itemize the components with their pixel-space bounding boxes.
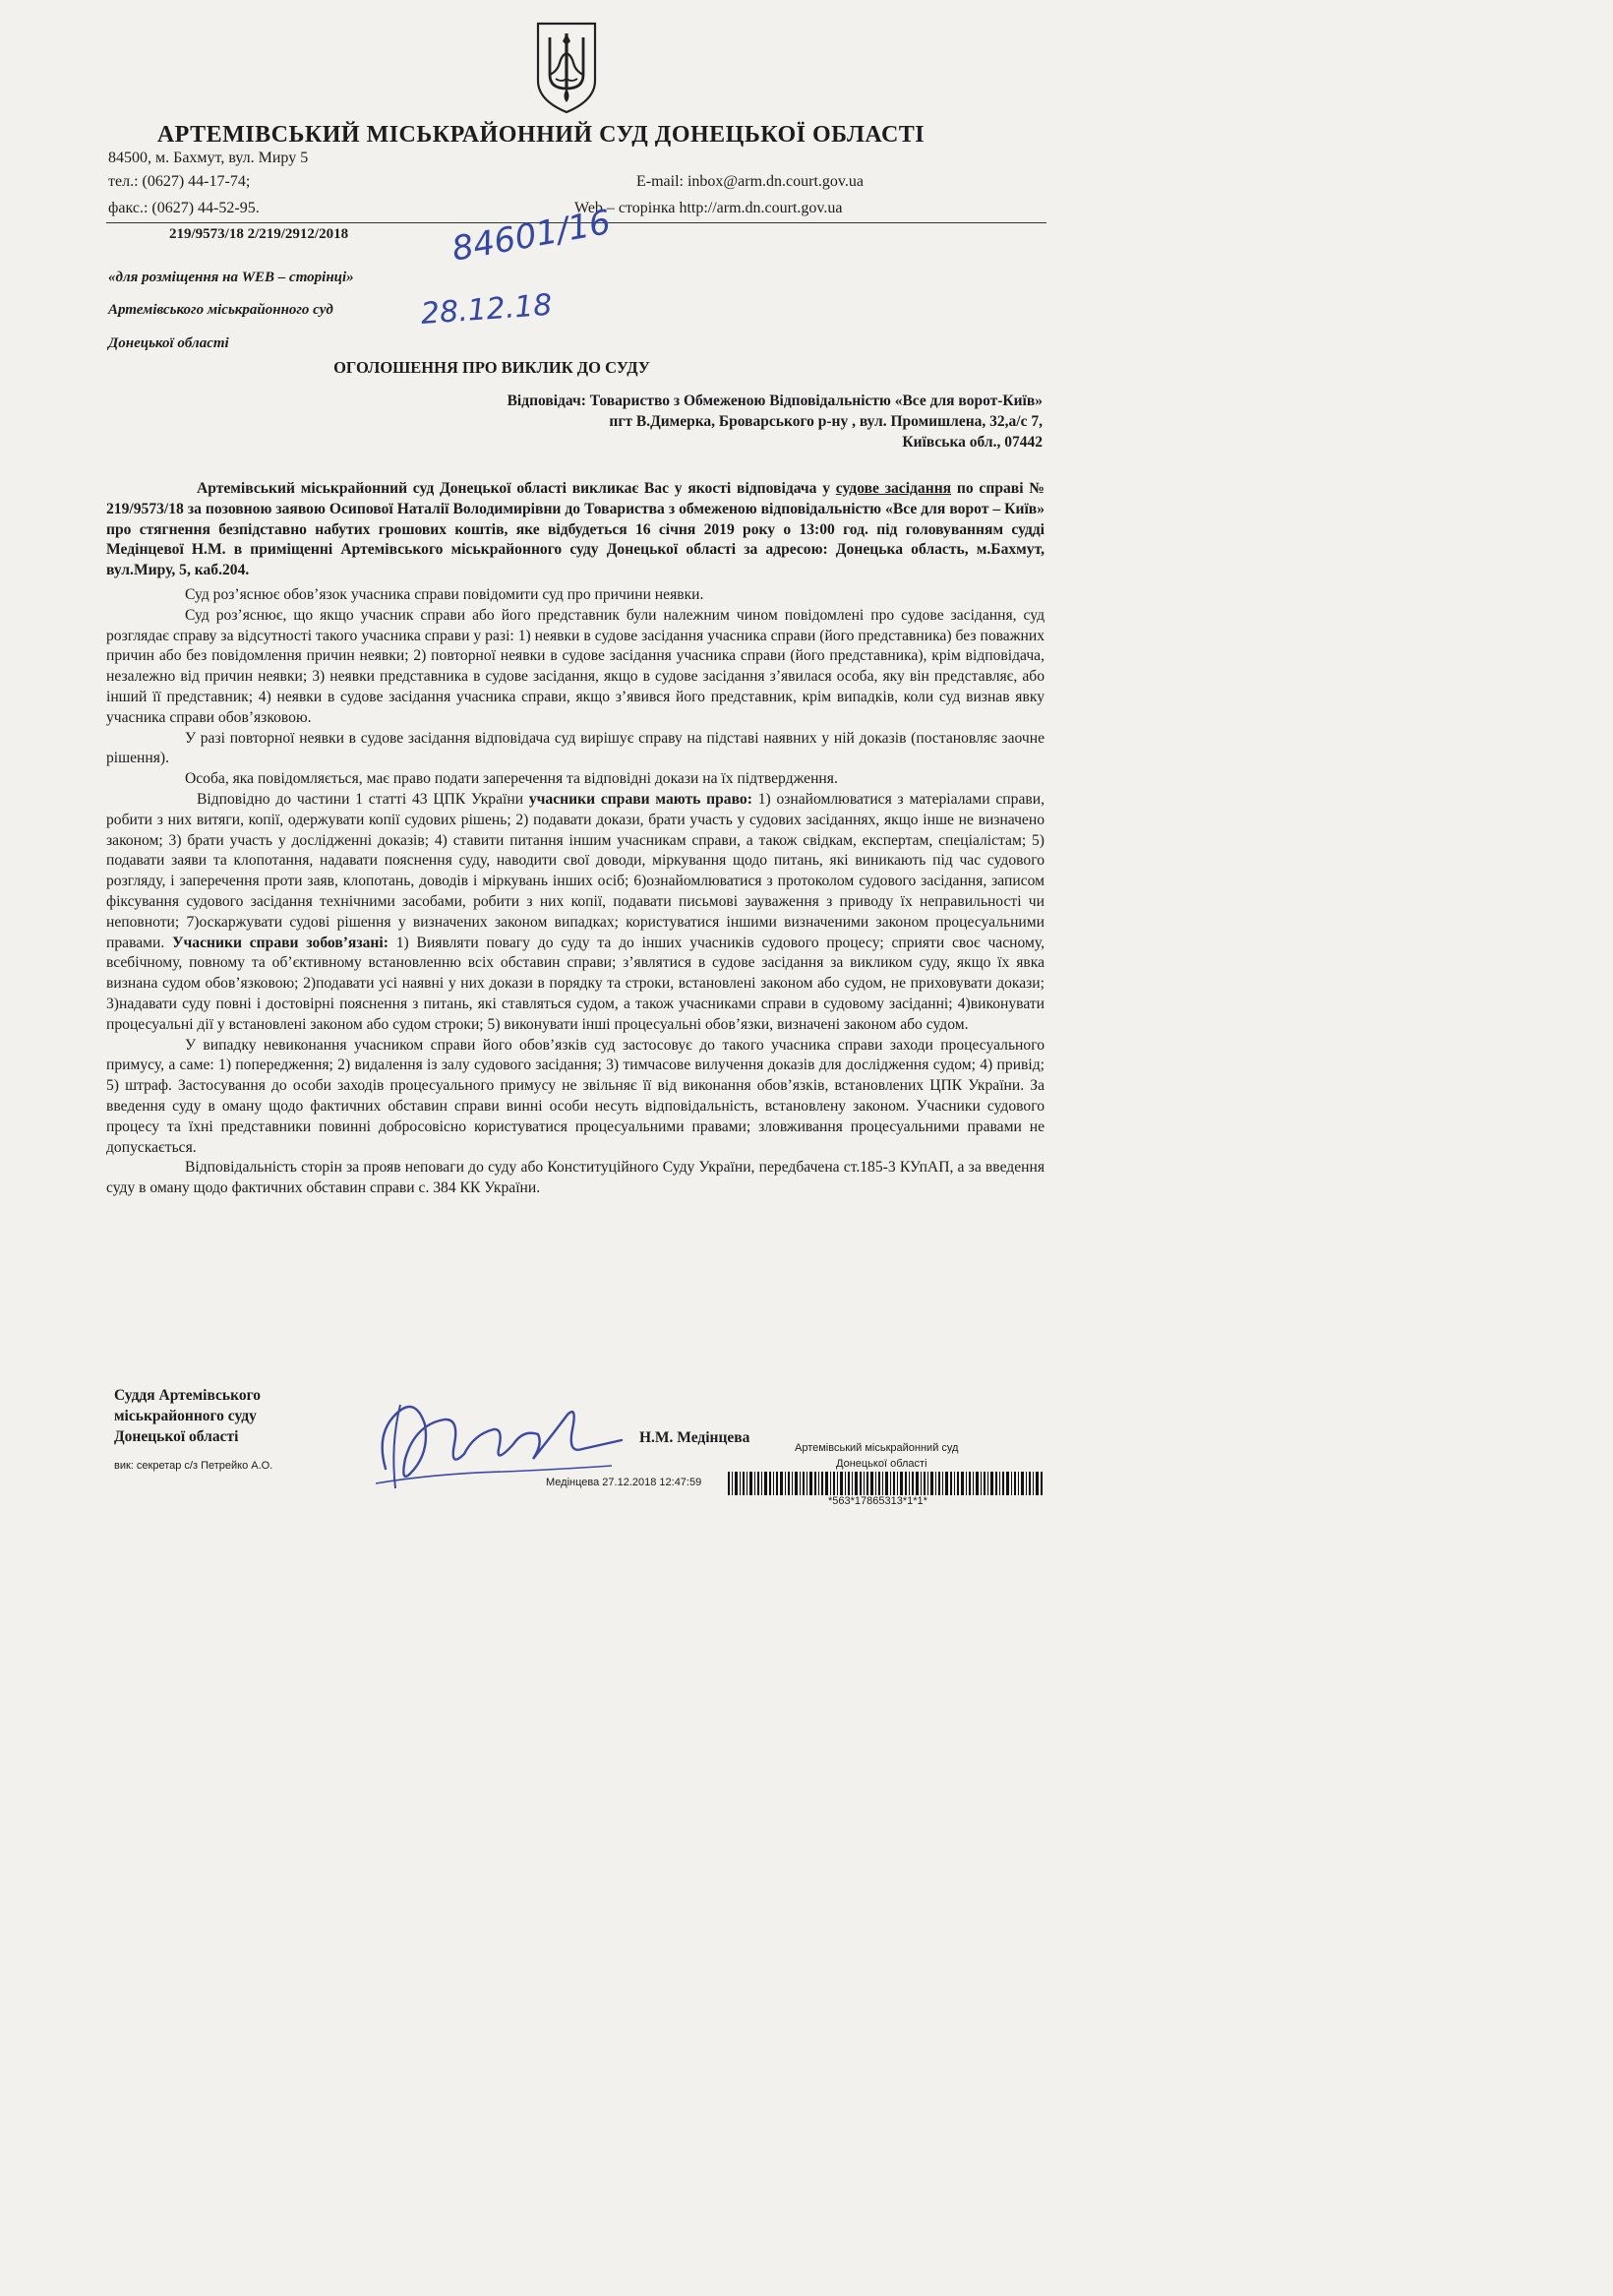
- placement-note: «для розміщення на WEB – сторінці»: [108, 270, 354, 285]
- paragraph-rights-duties: Відповідно до частини 1 статті 43 ЦПК України учасники справи мають право: 1) ознайомлюватися з матеріалами справи, робити з них витяги, копії, одержувати копії судових рішень; 2) подавати докази, брати участь у судових засіданнях, якщо інше не визначено законом; 3) брати участь у дослідженні доказів; 4) ставити питання іншим учасникам справи, а також свідкам, експертам, спеціалістам; 5) подавати заяви та клопотання, надавати пояснення суду, наводити свої доводи, міркування щодо питань, які виникають під час судового розгляду, і заперечення проти заяв, клопотань, доводів і міркувань інших осіб; 6)ознайомлюватися з протоколом судового засідання, записом фіксування судового засідання технічними засобами, робити з них копії, подавати письмові зауваження з приводу їх неправильності чи неповноти; 7)оскаржувати судові рішення у визначених законом випадках; користуватися іншими визначеними законом процесуальними правами. Учасники справи зобов’язані: 1) Виявляти повагу до суду та до інших учасників судового процесу; сприяти своє часному, всебічному, повному та об’єктивному встановленню всіх обставин справи; з’являтися в судове засідання за викликом суду, якщо їх явка визнана судом обов’язковою; 2)подавати усі наявні у них докази в порядку та строки, встановлені законом або судом, не приховувати докази; 3)надавати суду повні і достовірні пояснення з питань, які ставляться судом, а також учасниками справи в судовому засіданні; 4)виконувати процесуальні дії у встановлені законом або судом строки; 5) виконувати інші процесуальні обов’язки, визначені законом або судом.: [106, 790, 1045, 1033]
- respondent-address: пгт В.Димерка, Броварського р-ну , вул. Промишлена, 32,а/с 7,: [609, 413, 1043, 430]
- court-email: E-mail: inbox@arm.dn.court.gov.ua: [636, 173, 864, 190]
- hearing-underlined: судове засідання: [835, 480, 952, 497]
- court-website: Web – сторінка http://arm.dn.court.gov.ua: [574, 200, 843, 216]
- announcement-title: ОГОЛОШЕННЯ ПРО ВИКЛИК ДО СУДУ: [333, 358, 650, 377]
- handwritten-date: 28.12.18: [419, 287, 554, 332]
- announcement-body: [106, 479, 1045, 1199]
- placement-court: Артемівського міськрайонного суд: [108, 302, 333, 318]
- secretary-name: вик: секретар с/з Петрейко А.О.: [114, 1460, 273, 1472]
- paragraph-coercion: У випадку невиконання учасником справи його обов’язків суд застосовує до такого учасника справи заходи процесуального примусу, а саме: 1) попередження; 2) видалення із залу судового засідання; 3) тимчасове вилучення доказів для дослідження судом; 4) привід; 5) штраф. Застосування до особи заходів процесуального примусу не звільняє її від виконання обов’язків, встановлених ЦПК України. За введення суду в оману щодо фактичних обставин справи винні особи несуть відповідальність, встановлену законом. Учасники судового процесу та їхні представники повинні добросовісно користуватися процесуальними правами; зловживання процесуальними правами не допускається.: [106, 1036, 1045, 1156]
- court-address: 84500, м. Бахмут, вул. Миру 5: [108, 150, 309, 166]
- handwritten-registration-number: 84601/16: [448, 203, 614, 270]
- paragraph-absence-reason: Суд роз’яснює обов’язок учасника справи повідомити суд про причини неявки.: [185, 585, 704, 603]
- stamp-court-name: Артемівський міськрайонний суд: [795, 1442, 959, 1454]
- stamp-datetime: Медінцева 27.12.2018 12:47:59: [546, 1477, 702, 1488]
- stamp-court-region: Донецької області: [836, 1458, 927, 1470]
- court-fax: факс.: (0627) 44-52-95.: [108, 200, 260, 216]
- paragraph-liability: Відповідальність сторін за прояв неповаги до суду або Конституційного Суду України, передбачена ст.185-3 КУпАП, а за введення суду в оману щодо фактичних обставин справи с. 384 КК України.: [106, 1159, 1045, 1197]
- respondent-name: Відповідач: Товариство з Обмеженою Відповідальністю «Все для ворот-Київ»: [507, 393, 1043, 409]
- trident-emblem-icon: [532, 20, 601, 116]
- judge-name: Н.М. Медінцева: [639, 1429, 750, 1446]
- paragraph-objection-right: Особа, яка повідомляється, має право подати заперечення та відповідні докази на їх підтвердження.: [185, 770, 838, 788]
- document-page: [0, 0, 1082, 1542]
- paragraph-default-judgment: У разі повторної неявки в судове засідання відповідача суд вирішує справу на підставі наявних у ній доказів (постановляє заочне рішення).: [106, 729, 1045, 767]
- judge-title: Суддя Артемівського міськрайонного суду Донецької області: [114, 1387, 262, 1445]
- court-name: АРТЕМІВСЬКИЙ МІСЬКРАЙОННИЙ СУД ДОНЕЦЬКОЇ ОБЛАСТІ: [156, 122, 926, 148]
- barcode-icon: [728, 1472, 1043, 1495]
- summons-paragraph: Артемівський міськрайонний суд Донецької області викликає Вас у якості відповідача у судове засідання по справі № 219/9573/18 за позовною заявою Осипової Наталії Володимирівни до Товариства з обмеженою відповідальністю «Все для ворот – Київ» про стягнення безпідставно набутих грошових коштів, яке відбудеться 16 січня 2019 року о 13:00 год. під головуванням судді Медінцевої Н.М. в приміщенні Артемівського міськрайонного суду Донецької області за адресою: Донецька область, м.Бахмут, вул.Миру, 5, каб.204.: [106, 480, 1045, 579]
- paragraph-absence-consequences: Суд роз’яснює, що якщо учасник справи або його представник були належним чином повідомлені про судове засідання, суд розглядає справу за відсутності такого учасника справи у разі: 1) неявки в судове засідання учасника справи (його представника) без поважних причин або без повідомлення причин неявки; 2) повторної неявки в судове засідання учасника справи (його представника), крім відповідача, незалежно від причин неявки; 3) неявки представника в судове засідання, якщо в судове засідання з’явилася особа, яку він представляє, або інший її представник; 4) неявки в судове засідання учасника справи, якщо з’явився його представник, крім випадків, коли суд визнав явку учасника справи обов’язковою.: [106, 606, 1045, 726]
- barcode-number: *563*17865313*1*1*: [828, 1495, 927, 1507]
- placement-region: Донецької області: [108, 335, 229, 351]
- court-phone: тел.: (0627) 44-17-74;: [108, 173, 251, 190]
- respondent-region: Київська обл., 07442: [902, 434, 1043, 451]
- case-numbers: 219/9573/18 2/219/2912/2018: [169, 226, 349, 242]
